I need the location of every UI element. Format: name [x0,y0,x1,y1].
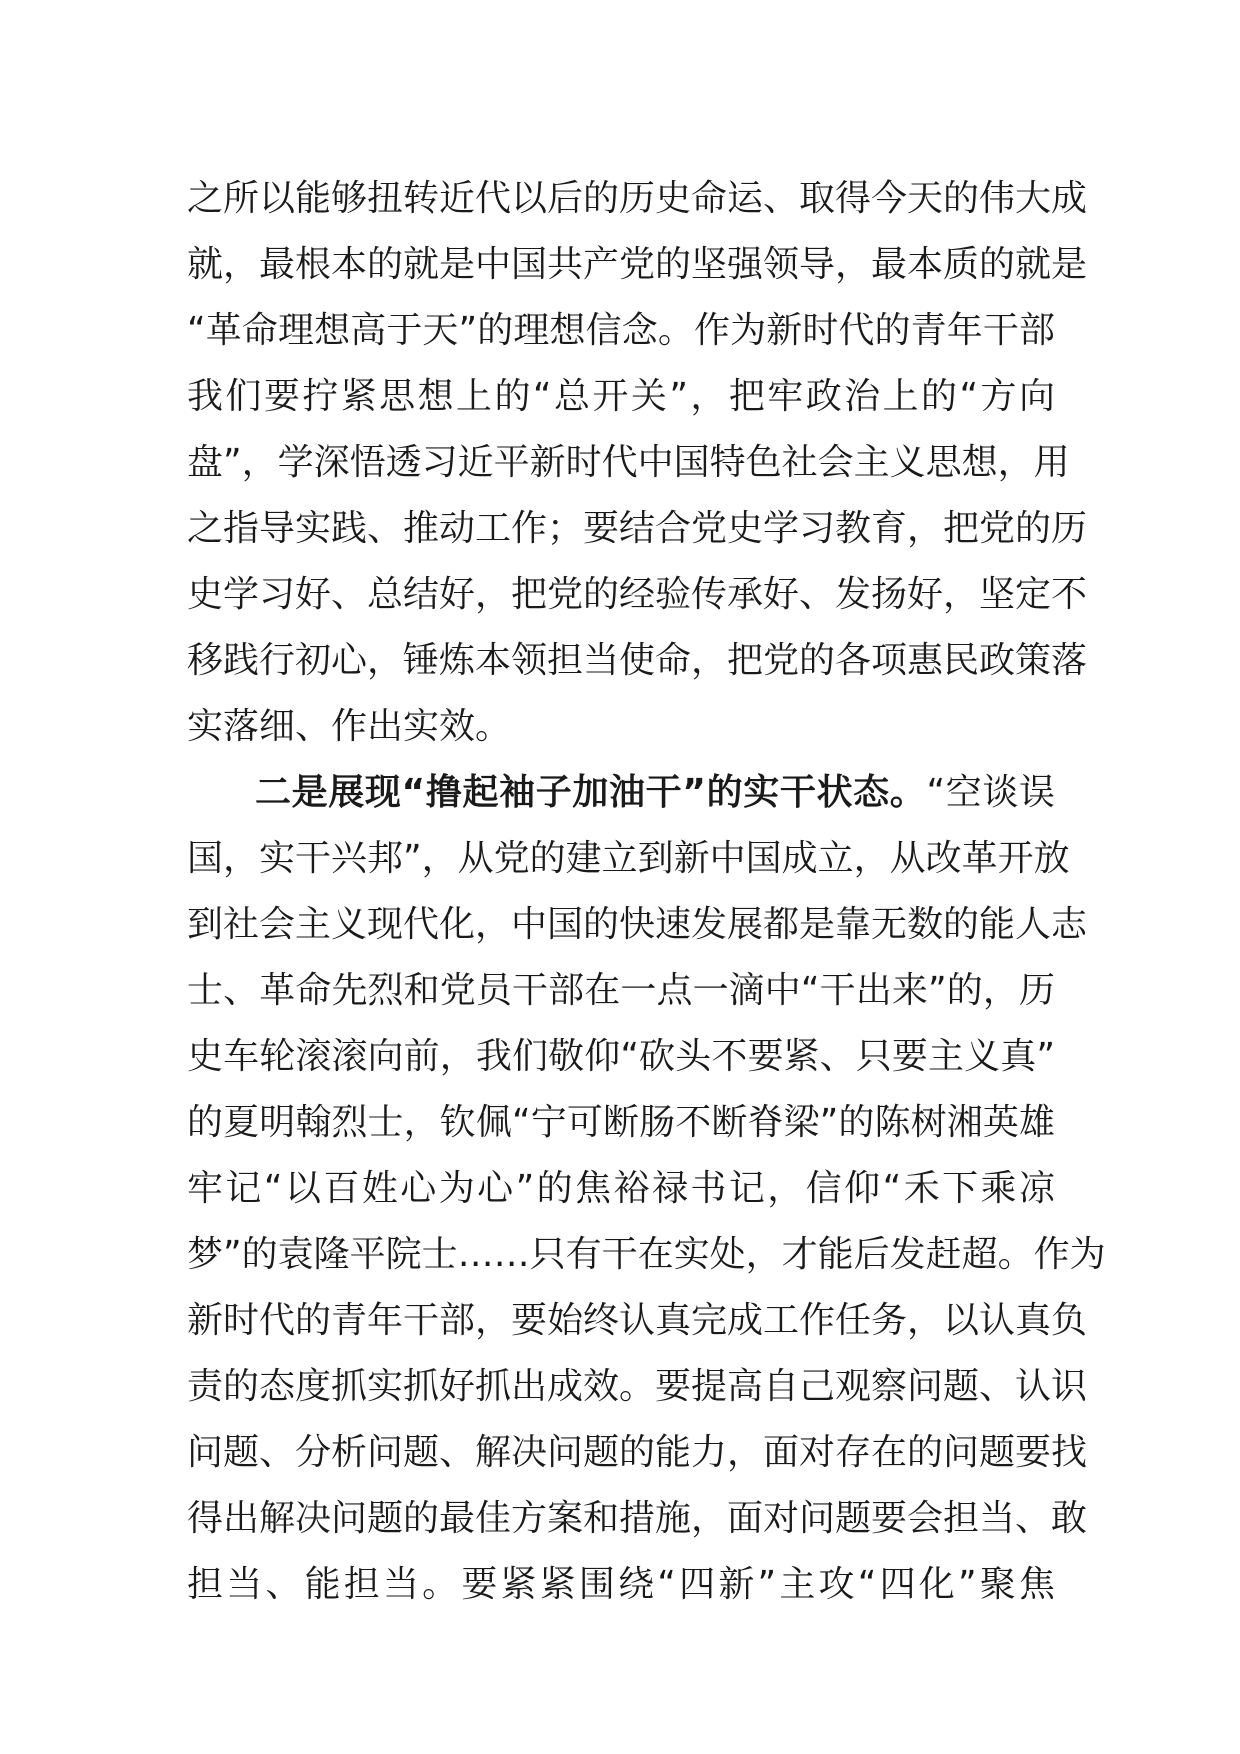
paragraph-line: “革命理想高于天”的理想信念。作为新时代的青年干部 [187,310,1055,351]
paragraph-line: 国，实干兴邦”，从党的建立到新中国成立，从改革开放 [187,838,1070,879]
paragraph-line: 史车轮滚滚向前，我们敬仰“砍头不要紧、只要主义真” [187,1036,1055,1077]
paragraph-line: 梦”的袁隆平院士……只有干在实处，才能后发赶超。作为 [187,1234,1106,1275]
paragraph-line: 问题、分析问题、解决问题的能力，面对存在的问题要找 [187,1432,1088,1473]
paragraph-line: 的夏明翰烈士，钦佩“宁可断肠不断脊梁”的陈树湘英雄 [187,1102,1055,1143]
paragraph-line: 就，最根本的就是中国共产党的坚强领导，最本质的就是 [187,244,1088,285]
paragraph-line: 我们要拧紧思想上的“总开关”，把牢政治上的“方向 [187,376,1055,417]
document-body [187,166,1106,1618]
paragraph-line: 责的态度抓实抓好抓出成效。要提高自己观察问题、认识 [187,1366,1088,1407]
paragraph-line: 盘”，学深悟透习近平新时代中国特色社会主义思想，用 [187,442,1070,483]
paragraph-line: 得出解决问题的最佳方案和措施，面对问题要会担当、敢 [187,1498,1088,1539]
paragraph-first-line-rest: “空谈误 [926,772,1055,813]
paragraph-line: 之指导实践、推动工作；要结合党史学习教育，把党的历 [187,508,1088,549]
paragraph-line: 担当、能担当。要紧紧围绕“四新”主攻“四化”聚焦 [187,1564,1055,1605]
paragraph-line: 士、革命先烈和党员干部在一点一滴中“干出来”的，历 [187,970,1055,1011]
paragraph-line: 史学习好、总结好，把党的经验传承好、发扬好，坚定不 [187,574,1088,615]
paragraph-line: 新时代的青年干部，要始终认真完成工作任务，以认真负 [187,1300,1088,1341]
paragraph-line: 之所以能够扭转近代以后的历史命运、取得今天的伟大成 [187,178,1088,219]
paragraph-line: 移践行初心，锤炼本领担当使命，把党的各项惠民政策落 [187,640,1088,681]
paragraph-line: 实落细、作出实效。 [187,706,512,747]
paragraph-line: 到社会主义现代化，中国的快速发展都是靠无数的能人志 [187,904,1088,945]
paragraph-line: 牢记“以百姓心为心”的焦裕禄书记，信仰“禾下乘凉 [187,1168,1055,1209]
paragraph-2 [187,760,1106,1618]
paragraph-first-line [187,760,1055,826]
paragraph-1 [187,166,1088,760]
section-heading: 二是展现“撸起袖子加油干”的实干状态。 [255,772,927,813]
